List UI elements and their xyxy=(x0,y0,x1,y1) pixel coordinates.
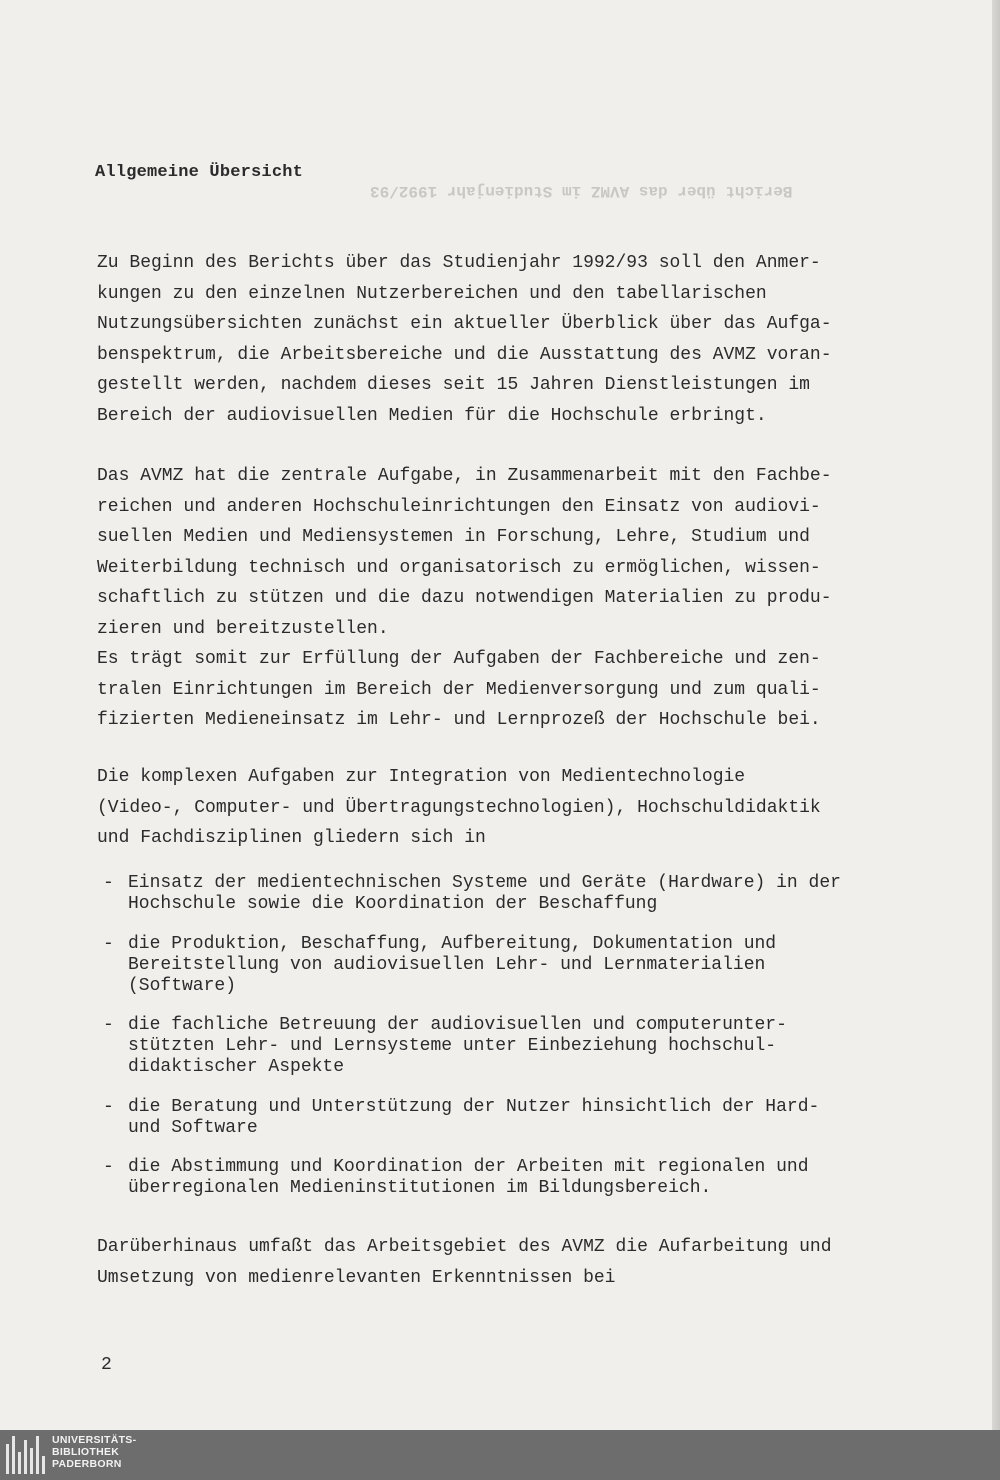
text-line: und Software xyxy=(128,1117,258,1138)
text-line: Das AVMZ hat die zentrale Aufgabe, in Zusammenarbeit mit den Fachbe- xyxy=(97,466,832,486)
list-item xyxy=(103,934,933,997)
task-list xyxy=(103,873,933,1218)
tasks-paragraph xyxy=(97,762,927,854)
text-line: Einsatz der medientechnischen Systeme und Geräte (Hardware) in der xyxy=(128,873,841,893)
list-item xyxy=(103,1157,933,1199)
text-line: (Video-, Computer- und Übertragungstechnologien), Hochschuldidaktik xyxy=(97,797,821,818)
text-line: (Software) xyxy=(128,975,237,996)
list-dash: - xyxy=(103,1096,114,1117)
text-line: suellen Medien und Mediensystemen in Forschung, Lehre, Studium und xyxy=(97,527,810,547)
text-line: die fachliche Betreuung der audiovisuellen und computerunter- xyxy=(128,1015,787,1035)
page-edge-shadow xyxy=(992,0,1000,1430)
text-line: Die komplexen Aufgaben zur Integration von Medientechnologie xyxy=(97,767,746,787)
page-number: 2 xyxy=(101,1355,112,1375)
list-item xyxy=(103,1015,933,1078)
section-heading: Allgemeine Übersicht xyxy=(95,163,304,182)
text-line: Es trägt somit zur Erfüllung der Aufgaben der Fachbereiche und zen- xyxy=(97,649,821,669)
text-line: benspektrum, die Arbeitsbereiche und die Ausstattung des AVMZ voran- xyxy=(97,344,832,365)
library-footer-bar xyxy=(0,1430,1000,1480)
text-line: tralen Einrichtungen im Bereich der Medienversorgung und zum quali- xyxy=(97,679,821,700)
text-line: Darüberhinaus umfaßt das Arbeitsgebiet des AVMZ die Aufarbeitung und xyxy=(97,1237,832,1257)
text-line: schaftlich zu stützen und die dazu notwendigen Materialien zu produ- xyxy=(97,588,832,608)
text-line: Umsetzung von medienrelevanten Erkenntnissen bei xyxy=(97,1267,616,1288)
logo-line: UNIVERSITÄTS- xyxy=(52,1434,137,1446)
text-line: stützten Lehr- und Lernsysteme unter Einbeziehung hochschul- xyxy=(128,1036,777,1056)
list-dash: - xyxy=(103,933,114,954)
text-line: Bereich der audiovisuellen Medien für die Hochschule erbringt. xyxy=(97,405,767,426)
text-line: und Fachdisziplinen gliedern sich in xyxy=(97,828,486,848)
closing-paragraph xyxy=(97,1232,927,1293)
library-logo-text xyxy=(52,1434,136,1470)
list-item xyxy=(103,873,933,915)
list-dash: - xyxy=(103,1015,114,1035)
text-line: gestellt werden, nachdem dieses seit 15 Jahren Dienstleistungen im xyxy=(97,375,810,395)
text-line: überregionalen Medieninstitutionen im Bildungsbereich. xyxy=(128,1178,712,1198)
logo-line: BIBLIOTHEK xyxy=(52,1446,120,1458)
text-line: zieren und bereitzustellen. xyxy=(97,618,389,639)
text-line: Bereitstellung von audiovisuellen Lehr- und Lernmaterialien xyxy=(128,954,766,975)
text-line: didaktischer Aspekte xyxy=(128,1057,345,1077)
library-logo-icon xyxy=(6,1436,46,1474)
text-line: Weiterbildung technisch und organisatorisch zu ermöglichen, wissen- xyxy=(97,557,821,578)
list-dash: - xyxy=(103,873,114,893)
intro-paragraph xyxy=(97,248,927,431)
text-line: die Beratung und Unterstützung der Nutzer hinsichtlich der Hard- xyxy=(128,1096,820,1117)
text-line: die Abstimmung und Koordination der Arbeiten mit regionalen und xyxy=(128,1157,809,1177)
text-line: kungen zu den einzelnen Nutzerbereichen und den tabellarischen xyxy=(97,283,767,304)
text-line: Hochschule sowie die Koordination der Beschaffung xyxy=(128,894,658,914)
mission-paragraph xyxy=(97,461,927,736)
text-line: Zu Beginn des Berichts über das Studienjahr 1992/93 soll den Anmer- xyxy=(97,253,821,273)
list-dash: - xyxy=(103,1157,114,1177)
bleed-through-text: Bericht über das AVMZ im Studienjahr 1992/93 xyxy=(370,182,793,200)
list-item xyxy=(103,1097,933,1139)
text-line: die Produktion, Beschaffung, Aufbereitung, Dokumentation und xyxy=(128,933,777,954)
logo-line: PADERBORN xyxy=(52,1458,122,1470)
text-line: Nutzungsübersichten zunächst ein aktueller Überblick über das Aufga- xyxy=(97,314,832,334)
text-line: fizierten Medieneinsatz im Lehr- und Lernprozeß der Hochschule bei. xyxy=(97,710,821,730)
text-line: reichen und anderen Hochschuleinrichtungen den Einsatz von audiovi- xyxy=(97,496,821,517)
